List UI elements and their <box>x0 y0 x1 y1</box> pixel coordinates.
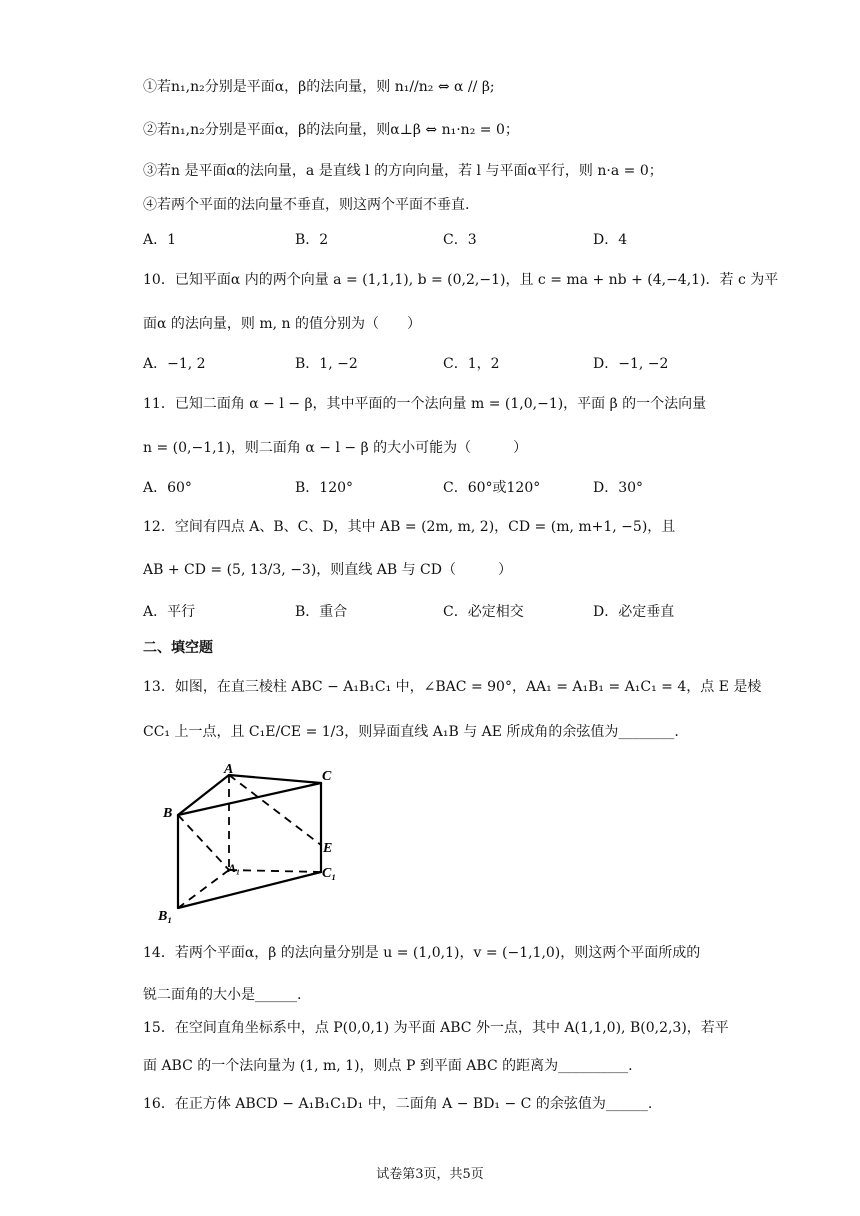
q12-option-d: D．必定垂直 <box>593 604 675 620</box>
label-b: B <box>163 806 173 821</box>
q14-line-1: 14．若两个平面α，β 的法向量分别是 u = (1,0,1)，v = (−1,1,0)，则这两个平面所成的 <box>143 945 701 961</box>
prism-figure <box>155 760 355 930</box>
statement-2: ②若n₁,n₂分别是平面α，β的法向量，则α⊥β ⇔ n₁·n₂ = 0； <box>143 122 519 138</box>
q15-line-1: 15．在空间直角坐标系中，点 P(0,0,1) 为平面 ABC 外一点，其中 A(1,1,0), B(0,2,3)，若平 <box>143 1020 729 1036</box>
statement-1: ①若n₁,n₂分别是平面α，β的法向量，则 n₁//n₂ ⇔ α // β; <box>143 79 495 95</box>
label-c1: C₁ <box>322 866 337 881</box>
q11-option-a: A．60° <box>143 480 192 496</box>
q10-option-c: C．1，2 <box>443 356 500 372</box>
q11-line-1: 11．已知二面角 α − l − β，其中平面的一个法向量 m = (1,0,−1)，平面 β 的一个法向量 <box>143 396 707 412</box>
statement-3: ③若n 是平面α的法向量，a 是直线 l 的方向向量，若 l 与平面α平行，则 n·a = 0； <box>143 163 663 179</box>
q12-line-1: 12．空间有四点 A、B、C、D，其中 AB = (2m, m, 2)，CD = (m, m+1, −5)，且 <box>143 519 676 535</box>
q9-option-d: D．4 <box>593 232 628 248</box>
page-footer: 试卷第3页，共5页 <box>376 1167 484 1182</box>
q10-option-d: D．−1, −2 <box>593 356 669 372</box>
label-e: E <box>323 841 333 856</box>
q13-line-2: CC₁ 上一点，且 C₁E/CE = 1/3，则异面直线 A₁B 与 AE 所成角的余弦值为________. <box>143 724 679 740</box>
q9-option-c: C．3 <box>443 232 477 248</box>
statement-4: ④若两个平面的法向量不垂直，则这两个平面不垂直. <box>143 197 470 213</box>
q16-line-1: 16．在正方体 ABCD − A₁B₁C₁D₁ 中，二面角 A − BD₁ − C 的余弦值为______. <box>143 1096 653 1112</box>
q13-line-1: 13．如图，在直三棱柱 ABC − A₁B₁C₁ 中，∠BAC = 90°，AA₁ = A₁B₁ = A₁C₁ = 4，点 E 是棱 <box>143 679 762 695</box>
label-c: C <box>322 769 332 784</box>
q15-line-2: 面 ABC 的一个法向量为 (1, m, 1)，则点 P 到平面 ABC 的距离为__________. <box>143 1058 633 1074</box>
label-a1: A₁ <box>228 861 241 875</box>
q12-line-2: AB + CD = (5, 13/3, −3)，则直线 AB 与 CD（ ） <box>143 562 512 578</box>
q12-option-b: B．重合 <box>295 604 348 620</box>
q12-option-c: C．必定相交 <box>443 604 524 620</box>
q10-line-1: 10．已知平面α 内的两个向量 a = (1,1,1), b = (0,2,−1)，且 c = ma + nb + (4,−4,1)．若 c 为平 <box>143 272 779 288</box>
q11-option-c: C．60°或120° <box>443 480 541 496</box>
q11-line-2: n = (0,−1,1)，则二面角 α − l − β 的大小可能为（ ） <box>143 440 528 456</box>
q14-line-2: 锐二面角的大小是______. <box>143 987 302 1003</box>
q10-line-2: 面α 的法向量，则 m, n 的值分别为（ ） <box>143 316 421 332</box>
q10-option-b: B．1, −2 <box>295 356 358 372</box>
q9-option-b: B．2 <box>295 232 329 248</box>
q9-option-a: A．1 <box>143 232 177 248</box>
q10-option-a: A．−1, 2 <box>143 356 206 372</box>
q12-option-a: A．平行 <box>143 604 196 620</box>
q11-option-b: B．120° <box>295 480 354 496</box>
label-b1: B₁ <box>158 909 173 924</box>
section-title: 二、填空题 <box>143 640 213 656</box>
q11-option-d: D．30° <box>593 480 644 496</box>
label-a: A <box>224 762 234 777</box>
